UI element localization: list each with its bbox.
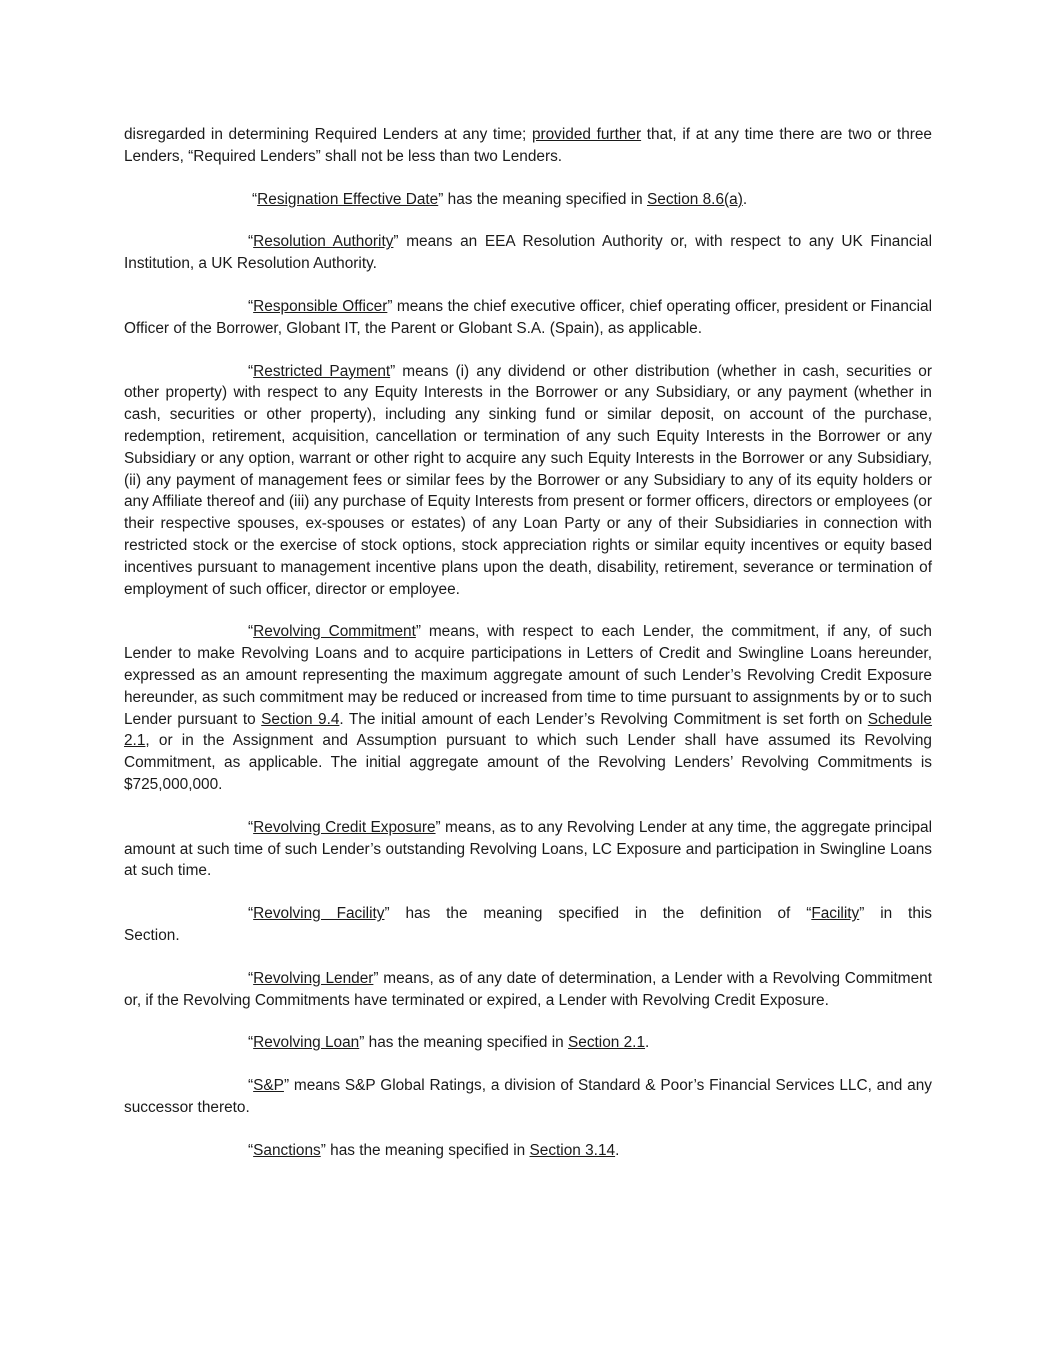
- definition-body: ” means (i) any dividend or other distribution (whether in cash, securities or other property) with respect to any Equity Interests in the Borrower or any Subsidiary, or any payment (whether in cash, securities or other property), including any sinking fund or similar deposit, on account of the purchase, redemption, retirement, acquisition, cancellation or termination of any such Equity Interests in the Borrower or any Subsidiary or any option, warrant or other right to acquire any such Equity Interests in the Borrower or any Subsidiary, (ii) any payment of management fees or similar fees by the Borrower or any Subsidiary to any of its equity holders or any Affiliate thereof and (iii) any purchase of Equity Interests from present or former officers, directors or employees (or their respective spouses, ex-spouses or estates) of any Loan Party or any of their Subsidiaries in connection with restricted stock or the exercise of stock options, stock appreciation rights or similar equity incentives or equity based incentives pursuant to management incentive plans upon the death, disability, retirement, severance or termination of employment of such officer, director or employee.: [124, 362, 932, 598]
- definition-revolving-credit-exposure: [124, 817, 932, 882]
- quote-open: “: [248, 233, 254, 251]
- definition-s-and-p: [124, 1075, 932, 1119]
- definition-body: ” has the meaning specified in: [320, 1141, 530, 1159]
- quote-open: “: [248, 362, 254, 380]
- quote-open: “: [248, 623, 254, 641]
- defined-term: Revolving Commitment: [253, 623, 416, 641]
- quote-open: “: [248, 818, 254, 836]
- emphasis-provided-further: provided further: [531, 126, 642, 143]
- text: that, if at any time there are two or three Lenders, “Required Lenders” shall not be less than two Lenders.: [124, 126, 932, 165]
- definition-body: ” has the meaning specified in the definition of “: [384, 905, 812, 923]
- definition-body: Section.: [124, 926, 180, 944]
- defined-term: S&P: [253, 1077, 284, 1095]
- definition-responsible-officer: [124, 296, 932, 340]
- quote-open: “: [248, 1077, 254, 1095]
- text: ” has the meaning specified in: [438, 190, 647, 208]
- definition-body: ” means S&P Global Ratings, a division of Standard & Poor’s Financial Services LLC, and any successor thereto.: [124, 1077, 932, 1116]
- cross-reference-section[interactable]: Section 2.1: [568, 1034, 646, 1052]
- defined-term: Resolution Authority: [253, 233, 394, 251]
- defined-term: Restricted Payment: [253, 362, 391, 380]
- cross-reference-section[interactable]: Section 3.14: [529, 1141, 616, 1159]
- definition-revolving-loan: [124, 1032, 932, 1054]
- text: disregarded in determining Required Lenders at any time;: [124, 126, 532, 143]
- definition-revolving-lender: [124, 968, 932, 1012]
- definition-body: ” means, with respect to each Lender, the commitment, if any, of such Lender to make Revolving Loans and to acquire participations in Letters of Credit and Swingline Loans hereunder, expressed as an amount representing the maximum aggregate amount of such Lender’s Revolving Credit Exposure hereunder, as such commitment may be reduced or increased from time to time pursuant to assignments by or to such Lender pursuant to: [124, 623, 932, 728]
- definition-body: ” means an EEA Resolution Authority or, with respect to any UK Financial Institution, a UK Resolution Authority.: [124, 233, 932, 273]
- definition-body: ” in this: [859, 905, 933, 923]
- defined-term: Responsible Officer: [253, 297, 388, 315]
- definition-body: ” means, as of any date of determination, a Lender with a Revolving Commitment or, if the Revolving Commitments have terminated or expired, a Lender with Revolving Credit Exposure.: [124, 969, 932, 1009]
- cross-reference-schedule[interactable]: Schedule 2.1: [124, 710, 932, 750]
- defined-term: Revolving Facility: [253, 905, 385, 923]
- definition-revolving-facility: [124, 903, 932, 925]
- quote-open: “: [248, 905, 254, 923]
- cross-reference-section[interactable]: Section 9.4: [261, 710, 340, 728]
- definition-sanctions: [124, 1140, 932, 1162]
- defined-term: Revolving Lender: [253, 969, 374, 987]
- defined-term: Revolving Credit Exposure: [253, 818, 436, 836]
- definition-revolving-facility-tail: [124, 925, 932, 947]
- quote-open: “: [248, 1141, 254, 1159]
- definition-body: .: [615, 1141, 620, 1159]
- paragraph-required-lenders-continuation: [124, 124, 932, 168]
- definition-restricted-payment: [124, 361, 932, 601]
- definition-body: .: [645, 1034, 650, 1052]
- definition-body: ” has the meaning specified in: [359, 1034, 569, 1052]
- quote-open: “: [248, 1034, 254, 1052]
- definition-resolution-authority: [124, 231, 932, 275]
- definition-body: ” means, as to any Revolving Lender at any time, the aggregate principal amount at such time of such Lender’s outstanding Revolving Loans, LC Exposure and participation in Swingline Loans at such time.: [124, 818, 932, 880]
- definition-body: , or in the Assignment and Assumption pursuant to which such Lender shall have assumed its Revolving Commitment, as applicable. The initial aggregate amount of the Revolving Lenders’ Revolving Commitments is $725,000,000.: [124, 732, 932, 793]
- definition-body: . The initial amount of each Lender’s Revolving Commitment is set forth on: [339, 710, 868, 728]
- cross-reference-definition[interactable]: Facility: [811, 905, 860, 923]
- document-page: [124, 124, 932, 1182]
- definition-body: ” means the chief executive officer, chief operating officer, president or Financial Officer of the Borrower, Globant IT, the Parent or Globant S.A. (Spain), as applicable.: [124, 297, 932, 337]
- defined-term: Sanctions: [253, 1141, 321, 1159]
- definition-resignation-effective-date: [124, 189, 932, 211]
- quote-open: “: [248, 969, 254, 987]
- cross-reference-section[interactable]: Section 8.6(a): [647, 190, 743, 208]
- quote-open: “: [248, 297, 254, 315]
- definition-revolving-commitment: [124, 621, 932, 795]
- text: .: [742, 190, 748, 208]
- defined-term: Resignation Effective Date: [257, 190, 439, 208]
- defined-term: Revolving Loan: [253, 1034, 360, 1052]
- quote-open: “: [252, 190, 258, 208]
